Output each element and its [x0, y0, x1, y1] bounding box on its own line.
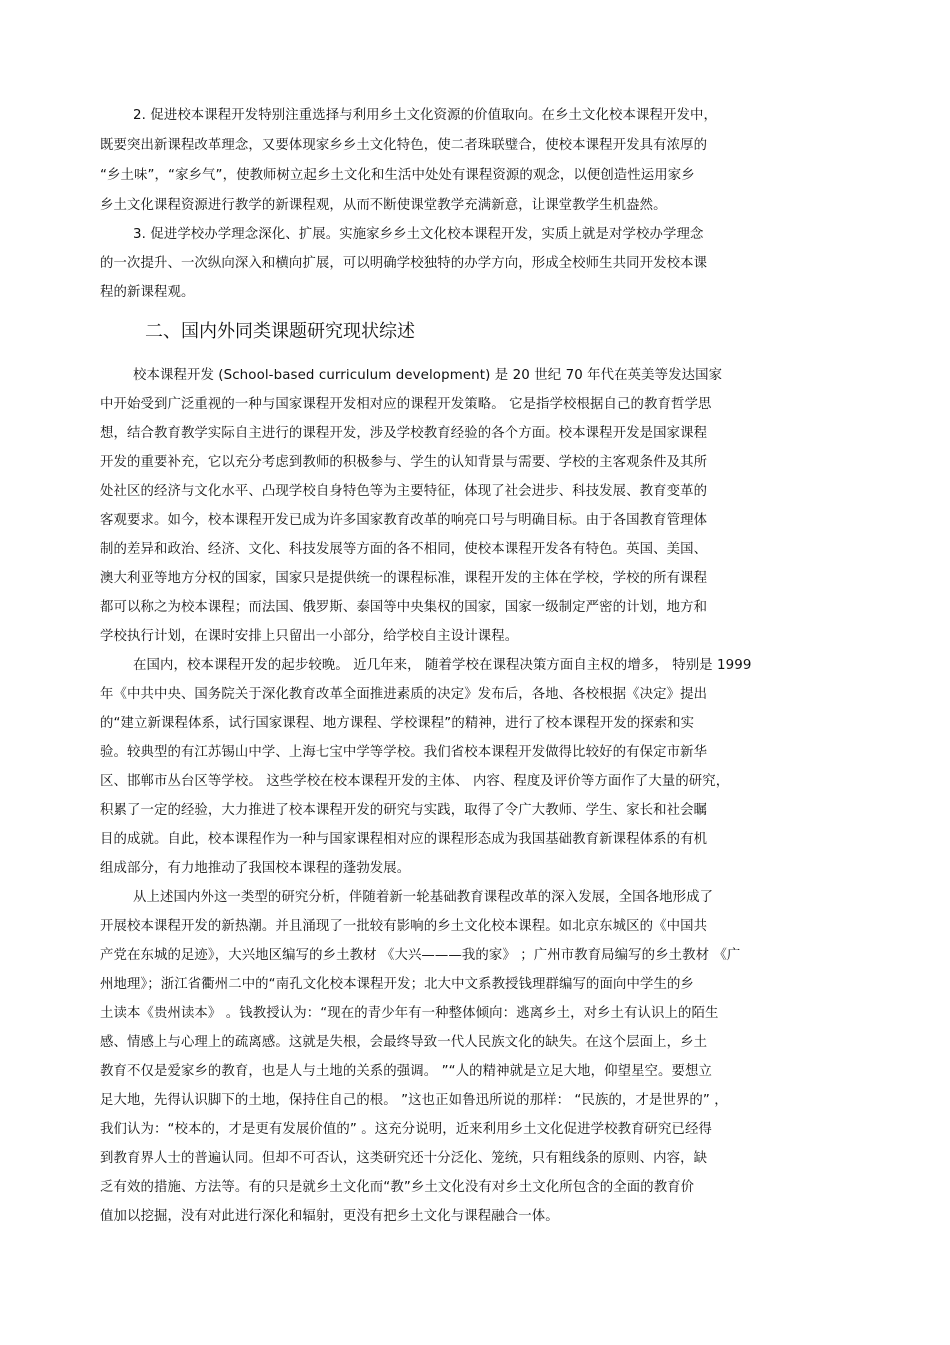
body-line-21: 产党在东城的足迹》，大兴地区编写的乡土教材 《大兴———我的家》 ；广州市教育局编写的乡土教材 《广: [100, 948, 741, 963]
body-line-18: 组成部分，有力地推动了我国校本课程的蓬勃发展。: [100, 861, 411, 876]
body-line-26: 足大地，先得认识脚下的土地，保持住自己的根。 ”这也正如鲁迅所说的那样： “民族的，才是世界的” ，: [100, 1093, 728, 1108]
body-line-4: 开发的重要补充，它以充分考虑到教师的积极参与、学生的认知背景与需要、学校的主客观条件及其所: [100, 455, 708, 470]
body-line-24: 感、情感上与心理上的疏离感。这就是失根，会最终导致一代人民族文化的缺失。在这个层面上，乡土: [100, 1035, 708, 1050]
body-line-7: 制的差异和政治、经济、文化、科技发展等方面的各不相同，使校本课程开发各有特色。英国、美国、: [100, 542, 708, 557]
body-line-20: 开展校本课程开发的新热潮。并且涌现了一批较有影响的乡土文化校本课程。如北京东城区的《中国共: [100, 919, 708, 934]
paragraph-2-line-4: 乡土文化课程资源进行教学的新课程观，从而不断使课堂教学充满新意，让课堂教学生机盎然。: [100, 198, 667, 213]
paragraph-2-line-1: 2. 促进校本课程开发特别注重选择与利用乡土文化资源的价值取向。在乡土文化校本课程开发中，: [133, 108, 717, 123]
body-line-11: 在国内，校本课程开发的起步较晚。 近几年来， 随着学校在课程决策方面自主权的增多， 特别是 1999: [133, 658, 752, 673]
body-line-5: 处社区的经济与文化水平、凸现学校自身特色等为主要特征，体现了社会进步、科技发展、教育变革的: [100, 484, 708, 499]
body-line-25: 教育不仅是爱家乡的教育，也是人与土地的关系的强调。 ”“人的精神就是立足大地，仰望星空。要想立: [100, 1064, 713, 1079]
paragraph-2-line-2: 既要突出新课程改革理念，又要体现家乡乡土文化特色，使二者珠联璧合，使校本课程开发具有浓厚的: [100, 138, 708, 153]
body-line-16: 积累了一定的经验，大力推进了校本课程开发的研究与实践，取得了令广大教师、学生、家长和社会瞩: [100, 803, 708, 818]
body-line-29: 乏有效的措施、方法等。有的只是就乡土文化而“教”乡土文化没有对乡土文化所包含的全面的教育价: [100, 1180, 695, 1195]
paragraph-3-line-1: 3. 促进学校办学理念深化、扩展。实施家乡乡土文化校本课程开发，实质上就是对学校办学理念: [133, 227, 704, 242]
body-line-23: 土读本《贵州读本》 。钱教授认为：“现在的青少年有一种整体倾向：逃离乡土，对乡土有认识上的陌生: [100, 1006, 719, 1021]
body-line-3: 想，结合教育教学实际自主进行的课程开发，涉及学校教育经验的各个方面。校本课程开发是国家课程: [100, 426, 708, 441]
body-line-27: 我们认为：“校本的，才是更有发展价值的” 。这充分说明，近来利用乡土文化促进学校教育研究已经得: [100, 1122, 713, 1137]
section-heading: 二、国内外同类课题研究现状综述: [145, 321, 415, 342]
body-line-30: 值加以挖掘，没有对此进行深化和辐射，更没有把乡土文化与课程融合一体。: [100, 1209, 559, 1224]
body-line-6: 客观要求。如今，校本课程开发已成为许多国家教育改革的响亮口号与明确目标。由于各国教育管理体: [100, 513, 708, 528]
paragraph-2-line-3: “乡土味”，“家乡气”，使教师树立起乡土文化和生活中处处有课程资源的观念，以便创造性运用家乡: [100, 168, 695, 183]
paragraph-3-line-3: 程的新课程观。: [100, 285, 195, 300]
body-line-19: 从上述国内外这一类型的研究分析，伴随着新一轮基础教育课程改革的深入发展，全国各地形成了: [133, 890, 714, 905]
body-line-10: 学校执行计划，在课时安排上只留出一小部分，给学校自主设计课程。: [100, 629, 519, 644]
body-line-12: 年《中共中央、国务院关于深化教育改革全面推进素质的决定》发布后，各地、各校根据《决定》提出: [100, 687, 708, 702]
body-line-28: 到教育界人士的普遍认同。但却不可否认，这类研究还十分泛化、笼统，只有粗线条的原则、内容，缺: [100, 1151, 708, 1166]
body-line-15: 区、邯郸市丛台区等学校。 这些学校在校本课程开发的主体、 内容、程度及评价等方面作了大量的研究，: [100, 774, 730, 789]
body-line-17: 目的成就。自此，校本课程作为一种与国家课程相对应的课程形态成为我国基础教育新课程体系的有机: [100, 832, 708, 847]
body-line-8: 澳大利亚等地方分权的国家，国家只是提供统一的课程标准，课程开发的主体在学校，学校的所有课程: [100, 571, 708, 586]
body-line-14: 验。较典型的有江苏锡山中学、上海七宝中学等学校。我们省校本课程开发做得比较好的有保定市新华: [100, 745, 708, 760]
body-line-9: 都可以称之为校本课程；而法国、俄罗斯、泰国等中央集权的国家，国家一级制定严密的计划，地方和: [100, 600, 708, 615]
body-line-13: 的“建立新课程体系，试行国家课程、地方课程、学校课程”的精神，进行了校本课程开发的探索和实: [100, 716, 695, 731]
paragraph-3-line-2: 的一次提升、一次纵向深入和横向扩展，可以明确学校独特的办学方向，形成全校师生共同开发校本课: [100, 256, 708, 271]
body-line-2: 中开始受到广泛重视的一种与国家课程开发相对应的课程开发策略。 它是指学校根据自己的教育哲学思: [100, 397, 712, 412]
body-line-1: 校本课程开发 (School-based curriculum development) 是 20 世纪 70 年代在英美等发达国家: [133, 368, 723, 383]
body-line-22: 州地理》；浙江省衢州二中的“南孔文化校本课程开发；北大中文系教授钱理群编写的面向中学生的乡: [100, 977, 694, 992]
